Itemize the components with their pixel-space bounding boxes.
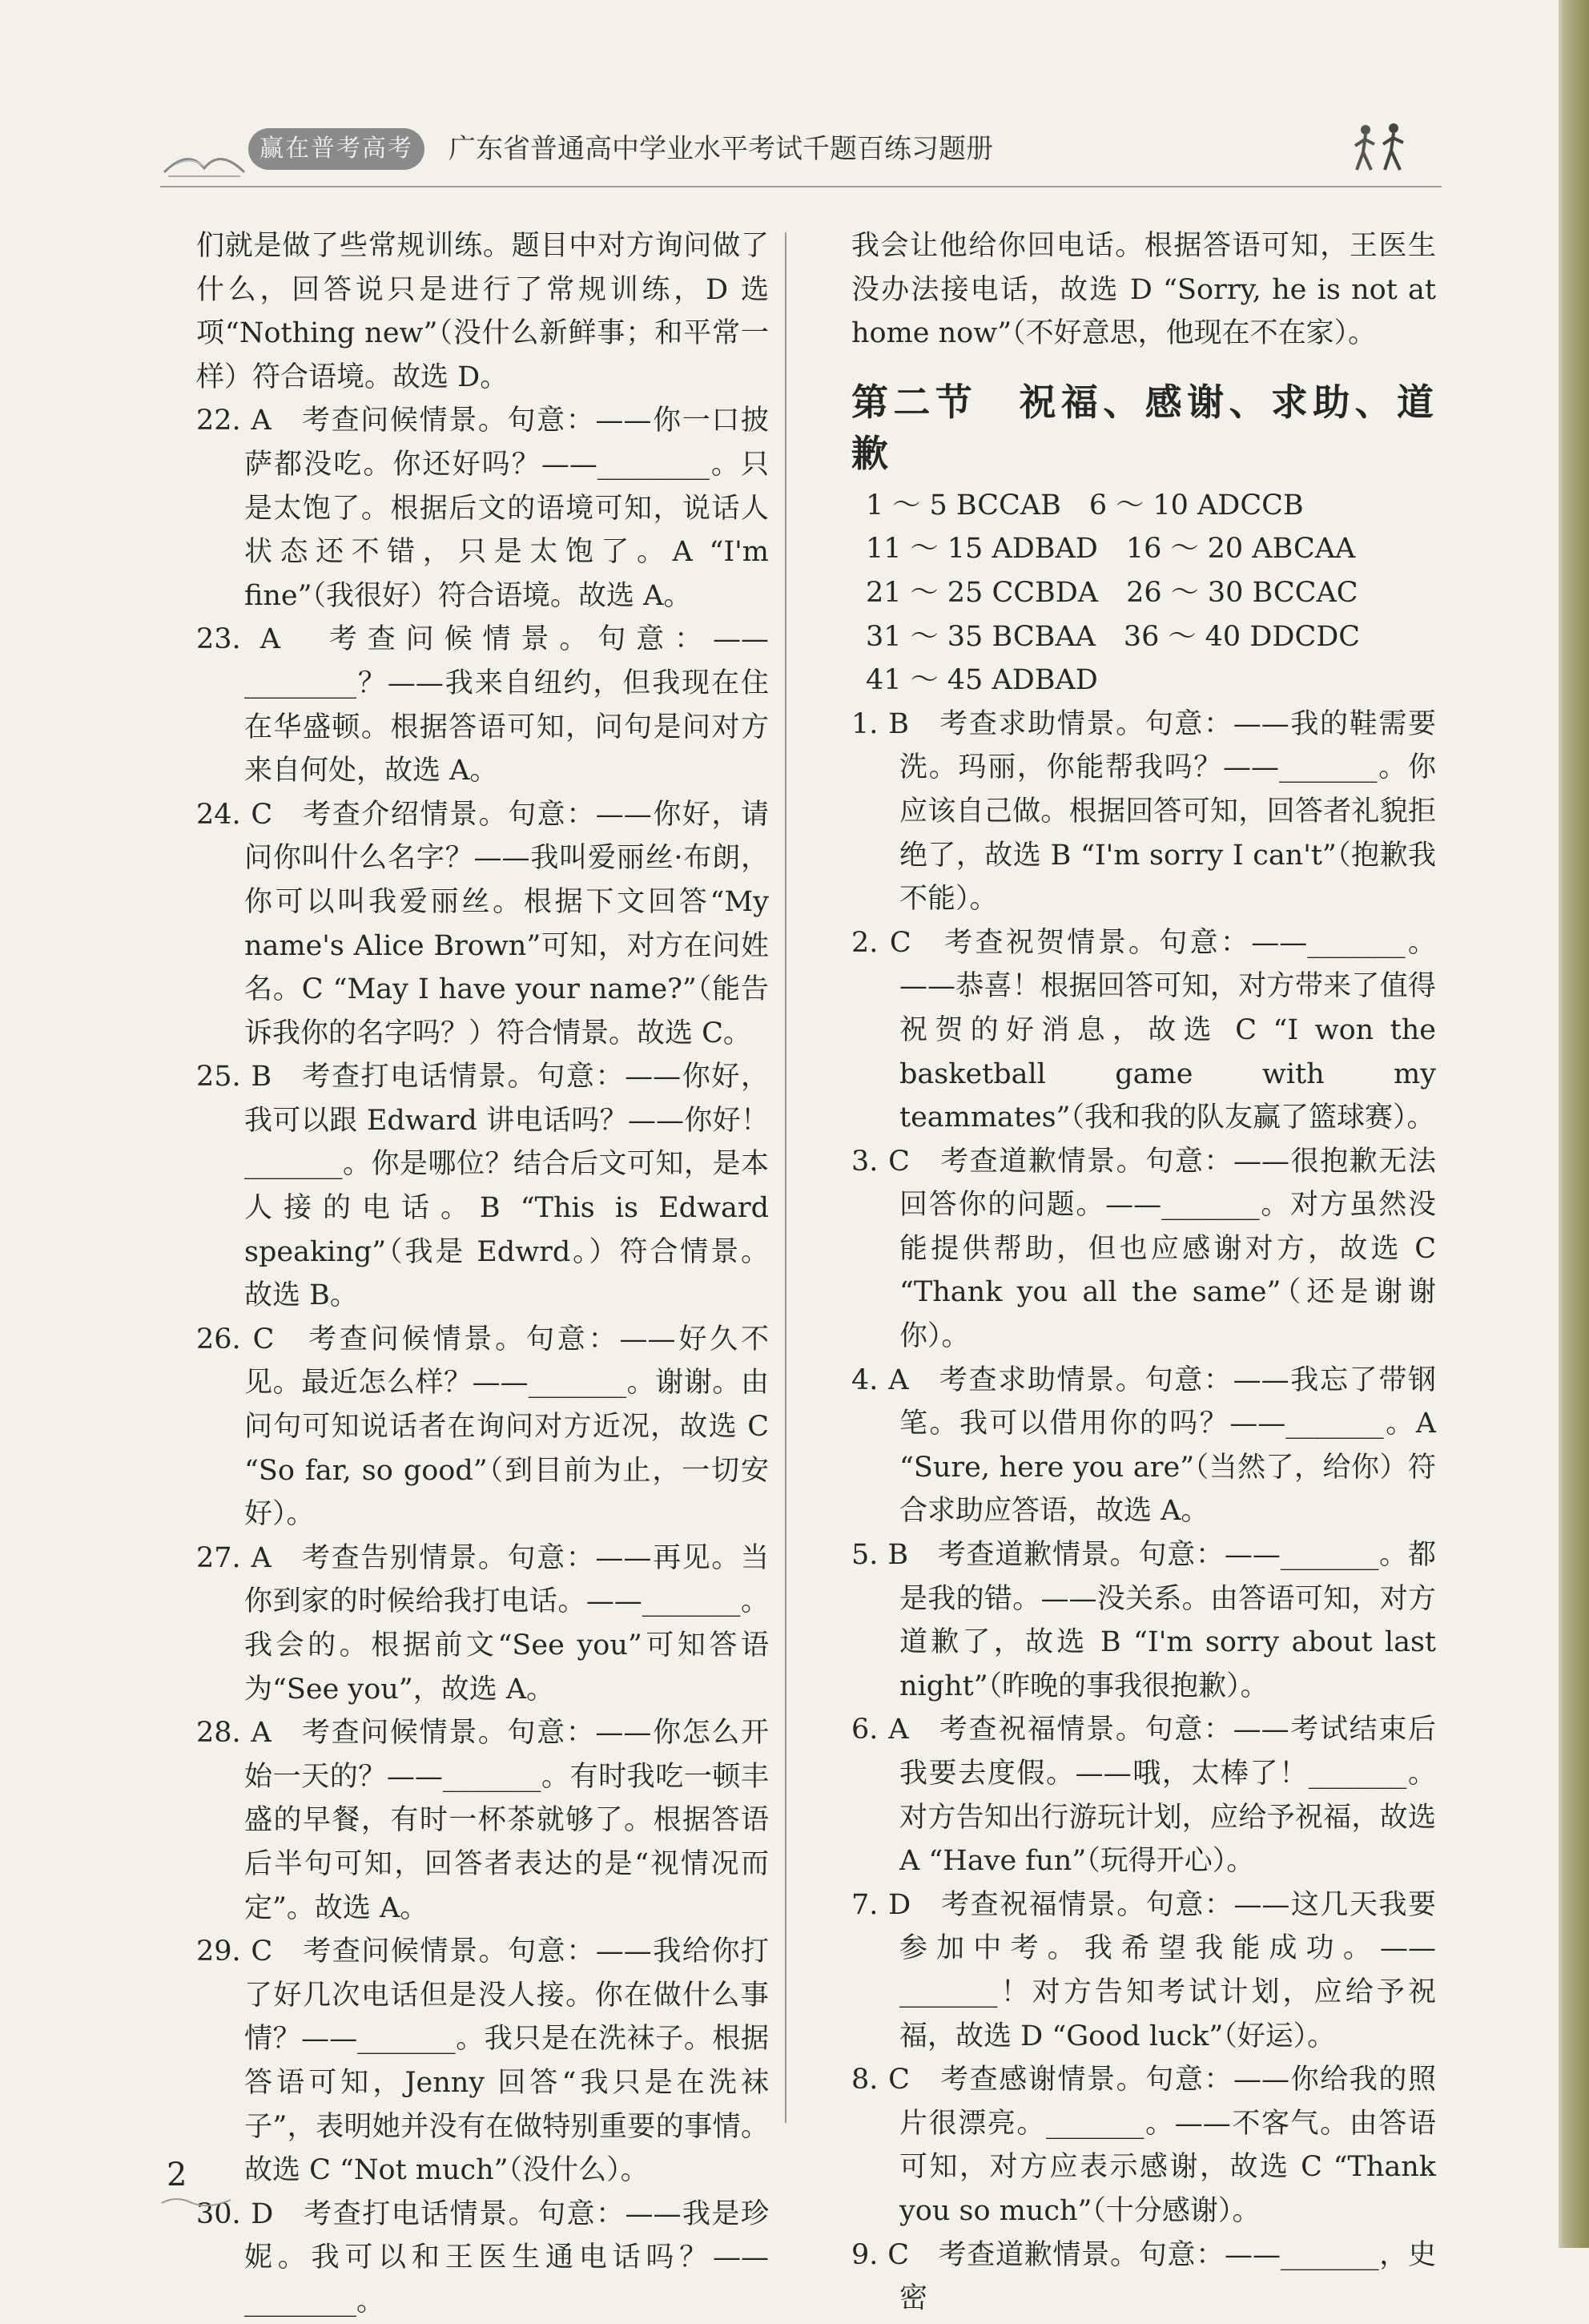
answer-item-7: 7. D 考查祝福情景。句意：——这几天我要参加中考。我希望我能成功。——_______！对方告知考试计划，应给予祝福，故选 D “Good luck”（好运）。 xyxy=(851,1888,1436,2052)
right-column xyxy=(851,224,1436,2321)
footer-deco-icon xyxy=(160,2193,232,2209)
left-intro: 们就是做了些常规训练。题目中对方询问做了什么，回答说只是进行了常规训练，D 选项“Nothing new”（没什么新鲜事；和平常一样）符合语境。故选 D。 xyxy=(196,230,769,393)
book-title: 广东省普通高中学业水平考试千题百练习题册 xyxy=(449,133,993,165)
answer-key-line: 11 ～ 15 ADBAD 16 ～ 20 ABCAA xyxy=(866,533,1356,566)
answer-item-4: 4. A 考查求助情景。句意：——我忘了带钢笔。我可以借用你的吗？——_______。A “Sure, here you are”（当然了，给你）符合求助应答语，故选 A。 xyxy=(851,1363,1436,1528)
runners-icon xyxy=(1346,120,1418,176)
answer-item-2: 2. C 考查祝贺情景。句意：——_______。——恭喜！根据回答可知，对方带来了值得祝贺的好消息，故选 C “I won the basketball game with my teammates”（我和我的队友赢了篮球赛）。 xyxy=(851,926,1436,1134)
page-number: 2 xyxy=(167,2157,187,2193)
answer-item-6: 6. A 考查祝福情景。句意：——考试结束后我要去度假。——哦，太棒了！_______。对方告知出行游玩计划，应给予祝福，故选 A “Have fun”（玩得开心）。 xyxy=(851,1714,1436,1878)
answer-key-line: 31 ～ 35 BCBAA 36 ～ 40 DDCDC xyxy=(866,620,1361,653)
answer-item-29: 29. C 考查问候情景。句意：——我给你打了好几次电话但是没人接。你在做什么事情？——_______。我只是在洗袜子。根据答语可知，Jenny 回答“我只是在洗袜子”，表明她并没有在做特别重要的事情。故选 C “Not much”（没什么）。 xyxy=(196,1935,769,2187)
answer-item-26: 26. C 考查问候情景。句意：——好久不见。最近怎么样？——_______。谢谢。由问句可知说话者在询问对方近况，故选 C “So far, so good”（到目前为止，一切安好）。 xyxy=(196,1323,769,1531)
answer-item-1: 1. B 考查求助情景。句意：——我的鞋需要洗。玛丽，你能帮我吗？——_______。你应该自己做。根据回答可知，回答者礼貌拒绝了，故选 B “I'm sorry I can't”（抱歉我不能）。 xyxy=(851,707,1436,916)
answer-item-30: 30. D 考查打电话情景。句意：——我是珍妮。我可以和王医生通电话吗？——________。 xyxy=(196,2197,769,2318)
book-deco-icon xyxy=(160,128,248,184)
header-rule xyxy=(160,186,1442,187)
answer-item-3: 3. C 考查道歉情景。句意：——很抱歉无法回答你的问题。——_______。对方虽然没能提供帮助，但也应感谢对方，故选 C “Thank you all the same”（还是谢谢你）。 xyxy=(851,1145,1436,1353)
answer-item-9: 9. C 考查道歉情景。句意：——_______，史密 xyxy=(851,2238,1436,2315)
section-heading: 第二节 祝福、感谢、求助、道歉 xyxy=(851,380,1436,475)
answer-item-23: 23. A 考查问候情景。句意：——________？——我来自纽约，但我现在住在华盛顿。根据答语可知，问句是问对方来自何处，故选 A。 xyxy=(196,623,769,787)
answer-item-8: 8. C 考查感谢情景。句意：——你给我的照片很漂亮。_______。——不客气。由答语可知，对方应表示感谢，故选 C “Thank you so much”（十分感谢）。 xyxy=(851,2064,1436,2227)
answer-key-line: 21 ～ 25 CCBDA 26 ～ 30 BCCAC xyxy=(866,576,1358,609)
answer-item-24: 24. C 考查介绍情景。句意：——你好，请问你叫什么名字？——我叫爱丽丝·布朗，你可以叫我爱丽丝。根据下文回答“My name's Alice Brown”可知，对方在问姓名。C “May I have your name?”（能告诉我你的名字吗？）符合情景。故选 C。 xyxy=(196,798,769,1049)
page-edge xyxy=(1559,0,1589,2248)
answer-item-5: 5. B 考查道歉情景。句意：——_______。都是我的错。——没关系。由答语可知，对方道歉了，故选 B “I'm sorry about last night”（昨晚的事我很抱歉）。 xyxy=(851,1539,1436,1702)
answer-item-28: 28. A 考查问候情景。句意：——你怎么开始一天的？——_______。有时我吃一顿丰盛的早餐，有时一杯茶就够了。根据答语后半句可知，回答者表达的是“视情况而定”。故选 A。 xyxy=(196,1717,769,1924)
column-divider xyxy=(785,232,786,2123)
answer-item-25: 25. B 考查打电话情景。句意：——你好，我可以跟 Edward 讲电话吗？——你好！_______。你是哪位？结合后文可知，是本人接的电话。B “This is Edward speaking”（我是 Edwrd。）符合情景。故选 B。 xyxy=(196,1061,769,1312)
right-intro: 我会让他给你回电话。根据答语可知，王医生没办法接电话，故选 D “Sorry, he is not at home now”（不好意思，他现在不在家）。 xyxy=(851,230,1436,350)
answer-item-22: 22. A 考查问候情景。句意：——你一口披萨都没吃。你还好吗？——________。只是太饱了。根据后文的语境可知，说话人状态还不错，只是太饱了。A “I'm fine”（我很好）符合语境。故选 A。 xyxy=(196,405,769,612)
answer-key-line: 41 ～ 45 ADBAD xyxy=(866,664,1098,697)
page-header xyxy=(160,112,1442,184)
series-brand: 赢在普考高考 xyxy=(248,128,424,170)
left-column xyxy=(196,224,769,2324)
answer-key-line: 1 ～ 5 BCCAB 6 ～ 10 ADCCB xyxy=(866,489,1304,522)
answer-item-27: 27. A 考查告别情景。句意：——再见。当你到家的时候给我打电话。——_______。我会的。根据前文“See you”可知答语为“See you”，故选 A。 xyxy=(196,1541,769,1706)
